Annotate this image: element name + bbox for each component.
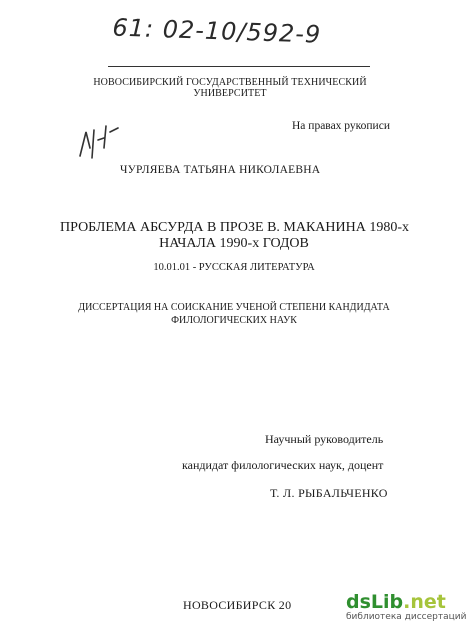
watermark-logo-tld: .net — [403, 591, 446, 613]
watermark-subtitle: библиотека диссертаций — [346, 612, 466, 622]
degree-statement — [60, 301, 408, 327]
supervisor-name: Т. Л. РЫБАЛЬЧЕНКО — [270, 486, 388, 500]
handwritten-mark-icon — [74, 118, 124, 168]
handwritten-underline — [108, 66, 370, 67]
city-year: НОВОСИБИРСК 20 — [183, 598, 292, 612]
handwritten-catalog-number: 61: 02-10/592-9 — [112, 13, 322, 49]
title-line-1: ПРОБЛЕМА АБСУРДА В ПРОЗЕ В. МАКАНИНА 1980-х — [60, 220, 410, 235]
degree-line-2: ФИЛОЛОГИЧЕСКИХ НАУК — [171, 315, 297, 326]
author-name: ЧУРЛЯЕВА ТАТЬЯНА НИКОЛАЕВНА — [120, 164, 321, 176]
specialty-code: 10.01.01 - РУССКАЯ ЛИТЕРАТУРА — [153, 262, 315, 273]
degree-line-1: ДИССЕРТАЦИЯ НА СОИСКАНИЕ УЧЕНОЙ СТЕПЕНИ КАНДИДАТА — [78, 302, 390, 313]
supervisor-degree: кандидат филологических наук, доцент — [182, 458, 384, 472]
supervisor-label: Научный руководитель — [265, 432, 384, 446]
university-name: НОВОСИБИРСКИЙ ГОСУДАРСТВЕННЫЙ ТЕХНИЧЕСКИЙ УНИВЕРСИТЕТ — [93, 77, 367, 99]
rights-note: На правах рукописи — [292, 120, 390, 132]
title-line-2: НАЧАЛА 1990-х ГОДОВ — [159, 236, 309, 251]
dslib-watermark[interactable] — [346, 591, 466, 632]
dissertation-title — [60, 220, 408, 252]
watermark-logo-main: dsLib — [346, 591, 404, 613]
watermark-logo — [346, 592, 450, 612]
